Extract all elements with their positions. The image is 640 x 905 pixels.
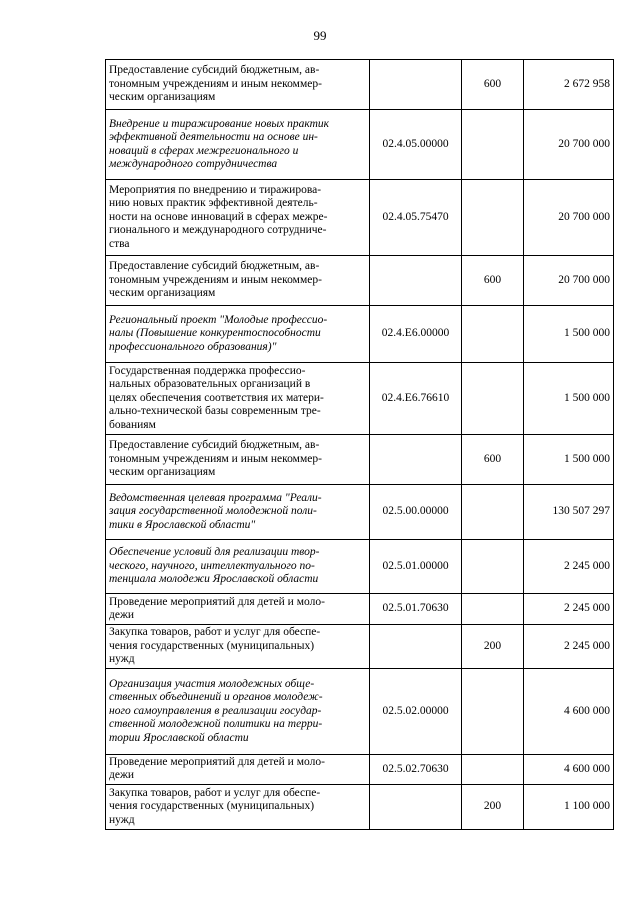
expense-type-code: 200 xyxy=(462,784,524,829)
target-article-code xyxy=(370,60,462,110)
expense-name-cell xyxy=(106,669,370,755)
expense-type-code xyxy=(462,485,524,540)
table-row xyxy=(106,669,614,755)
target-article-code: 02.5.01.00000 xyxy=(370,540,462,594)
expense-name: Организация участия молодежных обще- ственных объединений и органов молодеж- ного самоуправления в реализации государ- ственной молодежной политики на терри- тории Ярославской области xyxy=(109,677,323,744)
amount-value: 2 245 000 xyxy=(524,594,614,625)
table-row xyxy=(106,625,614,669)
expense-type-code xyxy=(462,594,524,625)
expense-type-code: 200 xyxy=(462,625,524,669)
expense-name: Ведомственная целевая программа "Реали- зация государственной молодежной поли- тики в Ярославской области" xyxy=(109,491,322,531)
target-article-code: 02.5.02.70630 xyxy=(370,755,462,785)
expense-name-cell xyxy=(106,363,370,435)
amount-value: 2 245 000 xyxy=(524,625,614,669)
expense-name: Предоставление субсидий бюджетным, ав- тономным учреждениям и иным некоммер- ческим организациям xyxy=(109,439,322,479)
expense-type-code xyxy=(462,669,524,755)
expense-name-cell xyxy=(106,306,370,363)
amount-value: 2 672 958 xyxy=(524,60,614,110)
expense-type-code: 600 xyxy=(462,435,524,485)
expense-type-code xyxy=(462,755,524,785)
amount-value: 130 507 297 xyxy=(524,485,614,540)
target-article-code xyxy=(370,784,462,829)
expense-name-cell xyxy=(106,784,370,829)
expense-type-code xyxy=(462,306,524,363)
target-article-code xyxy=(370,625,462,669)
expense-name-cell xyxy=(106,180,370,256)
budget-table xyxy=(105,59,614,830)
target-article-code xyxy=(370,435,462,485)
expense-name-cell xyxy=(106,60,370,110)
page-number: 99 xyxy=(313,28,327,43)
target-article-code: 02.4.Е6.00000 xyxy=(370,306,462,363)
target-article-code: 02.5.00.00000 xyxy=(370,485,462,540)
expense-type-code xyxy=(462,180,524,256)
table-row xyxy=(106,594,614,625)
expense-name: Мероприятия по внедрению и тиражирова- нию новых практик эффективной деятель- ности на основе инноваций в сферах межре- гионального и международного сотрудниче- ства xyxy=(109,183,328,250)
expense-type-code: 600 xyxy=(462,256,524,306)
expense-type-code xyxy=(462,363,524,435)
expense-name: Государственная поддержка профессио- нальных образовательных организаций в целях обеспечения соответствия их матери- ально-технической базы современным тре- бованиям xyxy=(109,364,324,431)
amount-value: 2 245 000 xyxy=(524,540,614,594)
amount-value: 20 700 000 xyxy=(524,180,614,256)
amount-value: 20 700 000 xyxy=(524,110,614,180)
expense-name: Предоставление субсидий бюджетным, ав- тономным учреждениям и иным некоммер- ческим организациям xyxy=(109,64,322,104)
expense-name-cell xyxy=(106,110,370,180)
amount-value: 4 600 000 xyxy=(524,755,614,785)
amount-value: 1 500 000 xyxy=(524,363,614,435)
target-article-code: 02.4.05.75470 xyxy=(370,180,462,256)
target-article-code: 02.5.02.00000 xyxy=(370,669,462,755)
expense-name-cell xyxy=(106,435,370,485)
expense-name-cell xyxy=(106,256,370,306)
table-row xyxy=(106,256,614,306)
expense-name: Закупка товаров, работ и услуг для обеспе- чения государственных (муниципальных) нужд xyxy=(109,626,321,666)
table-row xyxy=(106,435,614,485)
table-row xyxy=(106,60,614,110)
table-row xyxy=(106,485,614,540)
expense-name: Региональный проект "Молодые профессио- налы (Повышение конкурентоспособности профессионального образования)" xyxy=(109,313,328,353)
expense-type-code xyxy=(462,110,524,180)
expense-name-cell xyxy=(106,755,370,785)
expense-name: Проведение мероприятий для детей и моло- дежи xyxy=(109,756,325,782)
target-article-code xyxy=(370,256,462,306)
amount-value: 1 100 000 xyxy=(524,784,614,829)
target-article-code: 02.5.01.70630 xyxy=(370,594,462,625)
expense-name: Закупка товаров, работ и услуг для обеспе- чения государственных (муниципальных) нужд xyxy=(109,786,321,826)
table-row xyxy=(106,784,614,829)
expense-name-cell xyxy=(106,540,370,594)
budget-table-body xyxy=(106,60,614,830)
expense-name-cell xyxy=(106,625,370,669)
amount-value: 1 500 000 xyxy=(524,306,614,363)
amount-value: 1 500 000 xyxy=(524,435,614,485)
table-row xyxy=(106,363,614,435)
expense-type-code xyxy=(462,540,524,594)
table-row xyxy=(106,110,614,180)
expense-name: Обеспечение условий для реализации твор- ческого, научного, интеллектуального по- тенциала молодежи Ярославской области xyxy=(109,546,320,586)
expense-name-cell xyxy=(106,485,370,540)
expense-type-code: 600 xyxy=(462,60,524,110)
table-row xyxy=(106,306,614,363)
table-row xyxy=(106,540,614,594)
expense-name-cell xyxy=(106,594,370,625)
table-row xyxy=(106,755,614,785)
target-article-code: 02.4.Е6.76610 xyxy=(370,363,462,435)
expense-name: Внедрение и тиражирование новых практик эффективной деятельности на основе ин- новаций в сферах межрегионального и международного сотрудничества xyxy=(109,117,330,170)
expense-name: Предоставление субсидий бюджетным, ав- тономным учреждениям и иным некоммер- ческим организациям xyxy=(109,260,322,300)
amount-value: 4 600 000 xyxy=(524,669,614,755)
amount-value: 20 700 000 xyxy=(524,256,614,306)
table-row xyxy=(106,180,614,256)
target-article-code: 02.4.05.00000 xyxy=(370,110,462,180)
expense-name: Проведение мероприятий для детей и моло- дежи xyxy=(109,595,325,621)
